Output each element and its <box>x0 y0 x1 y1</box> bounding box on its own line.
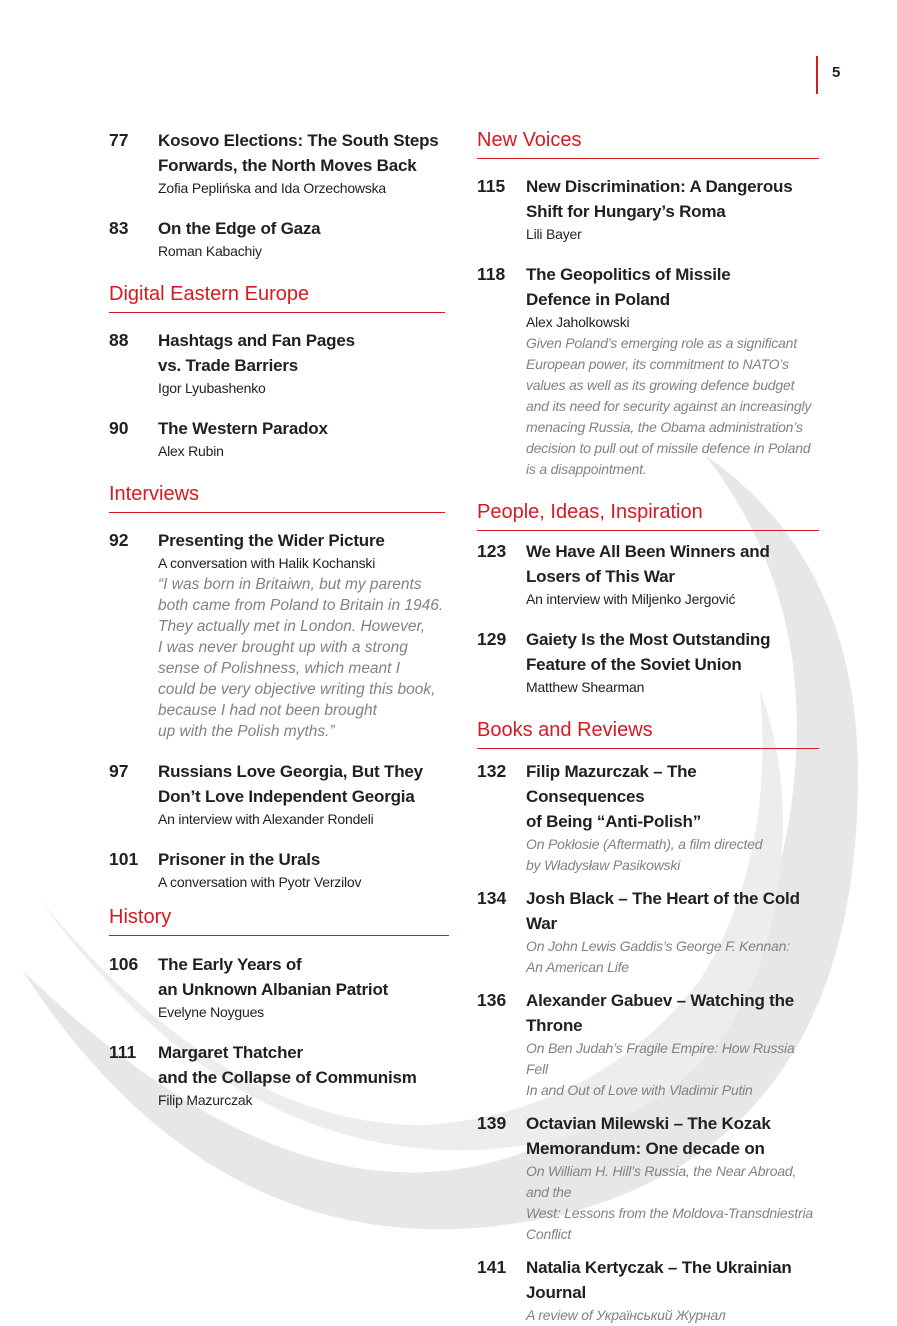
entry-author: Evelyne Noygues <box>158 1004 264 1020</box>
entry-description: On William H. Hill’s Russia, the Near Abroad, and the West: Lessons from the Moldova-Transdniestria Conflict <box>526 1163 813 1242</box>
section-heading-books-and-reviews: Books and Reviews <box>477 718 819 749</box>
entry-title: Hashtags and Fan Pages vs. Trade Barriers <box>158 331 355 375</box>
toc-entry[interactable] <box>109 952 445 1023</box>
entry-author: Igor Lyubashenko <box>158 380 266 396</box>
entry-page-number: 141 <box>477 1257 507 1277</box>
entry-author: Lili Bayer <box>526 226 582 242</box>
page-number: 5 <box>832 64 841 81</box>
entry-title: Prisoner in the Urals <box>158 850 321 869</box>
entry-description: On John Lewis Gaddis’s George F. Kennan: An American Life <box>526 938 790 975</box>
entry-quote: “I was born in Britaiwn, but my parents both came from Poland to Britain in 1946. They actually met in London. However, I was never brought up with a strong sense of Polishness, which meant I could be very objective writing this book, because I had not been brought up with the Polish myths.” <box>158 576 444 740</box>
entry-author: Roman Kabachiy <box>158 243 262 259</box>
entry-title: We Have All Been Winners and Losers of This War <box>526 542 770 586</box>
toc-entry[interactable] <box>477 1255 819 1326</box>
toc-entry[interactable] <box>477 262 819 480</box>
entry-title: Alexander Gabuev – Watching the Throne <box>526 991 795 1035</box>
entry-title: Josh Black – The Heart of the Cold War <box>526 889 800 933</box>
toc-entry[interactable] <box>109 847 445 893</box>
entry-title: New Discrimination: A Dangerous Shift for Hungary’s Roma <box>526 177 793 221</box>
toc-entry[interactable] <box>477 627 819 698</box>
toc-entry[interactable] <box>109 1040 445 1111</box>
toc-entry[interactable] <box>477 759 819 876</box>
entry-page-number: 83 <box>109 218 129 238</box>
entry-title: The Western Paradox <box>158 419 328 438</box>
entry-page-number: 118 <box>477 264 506 284</box>
toc-entry[interactable] <box>109 128 445 199</box>
left-column <box>109 128 445 1111</box>
toc-entry[interactable] <box>109 328 445 399</box>
section-heading-digital-eastern-europe: Digital Eastern Europe <box>109 282 445 313</box>
entry-title: Russians Love Georgia, But They Don’t Love Independent Georgia <box>158 762 423 806</box>
right-column <box>477 128 819 1326</box>
entry-author: An interview with Miljenko Jergović <box>526 591 736 607</box>
entry-page-number: 111 <box>109 1042 137 1062</box>
entry-page-number: 77 <box>109 130 129 150</box>
toc-entry[interactable] <box>477 174 819 245</box>
section-heading-history: History <box>109 905 449 936</box>
entry-page-number: 88 <box>109 330 129 350</box>
entry-page-number: 101 <box>109 849 139 869</box>
section-heading-interviews: Interviews <box>109 482 445 513</box>
toc-entry[interactable] <box>109 759 445 830</box>
entry-title: The Early Years of an Unknown Albanian Patriot <box>158 955 389 999</box>
entry-author: Alex Rubin <box>158 443 224 459</box>
entry-description: A review of Український Журнал <box>526 1307 726 1323</box>
entry-title: Filip Mazurczak – The Consequences of Being “Anti-Polish” <box>526 762 702 831</box>
section-heading-people-ideas-inspiration: People, Ideas, Inspiration <box>477 500 819 531</box>
entry-description: On Pokłosie (Aftermath), a film directed by Władysław Pasikowski <box>526 836 763 873</box>
entry-page-number: 139 <box>477 1113 507 1133</box>
toc-entry[interactable] <box>477 988 819 1101</box>
entry-author: Filip Mazurczak <box>158 1092 253 1108</box>
entry-title: Kosovo Elections: The South Steps Forwards, the North Moves Back <box>158 131 439 175</box>
toc-entry[interactable] <box>109 216 445 262</box>
entry-author: A conversation with Halik Kochanski <box>158 555 376 571</box>
entry-page-number: 90 <box>109 418 129 438</box>
entry-page-number: 129 <box>477 629 507 649</box>
toc-entry[interactable] <box>109 416 445 462</box>
entry-page-number: 134 <box>477 888 507 908</box>
entry-title: The Geopolitics of Missile Defence in Poland <box>526 265 731 309</box>
toc-entry[interactable] <box>477 886 819 978</box>
entry-author: Matthew Shearman <box>526 679 645 695</box>
toc-entry[interactable] <box>477 1111 819 1245</box>
entry-title: Margaret Thatcher and the Collapse of Communism <box>158 1043 417 1087</box>
entry-title: Gaiety Is the Most Outstanding Feature of the Soviet Union <box>526 630 771 674</box>
entry-page-number: 115 <box>477 176 506 196</box>
toc-entry[interactable] <box>477 539 819 610</box>
entry-description: Given Poland’s emerging role as a significant European power, its commitment to NATO’s values as well as its growing defence budget and its need for security against an increasingly menacing Russia, the Obama administration’s decision to pull out of missile defence in Poland is a disappointment. <box>526 335 812 477</box>
entry-page-number: 136 <box>477 990 507 1010</box>
entry-author: A conversation with Pyotr Verzilov <box>158 874 362 890</box>
entry-description: On Ben Judah’s Fragile Empire: How Russia Fell In and Out of Love with Vladimir Putin <box>526 1040 795 1098</box>
entry-author: Zofia Peplińska and Ida Orzechowska <box>158 180 387 196</box>
page-number-rule <box>816 56 818 94</box>
entry-title: On the Edge of Gaza <box>158 219 321 238</box>
toc-entry[interactable] <box>109 528 445 742</box>
entry-author: An interview with Alexander Rondeli <box>158 811 374 827</box>
entry-author: Alex Jaholkowski <box>526 314 630 330</box>
entry-page-number: 106 <box>109 954 139 974</box>
entry-page-number: 123 <box>477 541 507 561</box>
entry-title: Octavian Milewski – The Kozak Memorandum: One decade on <box>526 1114 771 1158</box>
entry-page-number: 132 <box>477 761 507 781</box>
entry-title: Natalia Kertyczak – The Ukrainian Journal <box>526 1258 792 1302</box>
entry-page-number: 92 <box>109 530 129 550</box>
entry-page-number: 97 <box>109 761 129 781</box>
section-heading-new-voices: New Voices <box>477 128 819 159</box>
entry-title: Presenting the Wider Picture <box>158 531 385 550</box>
